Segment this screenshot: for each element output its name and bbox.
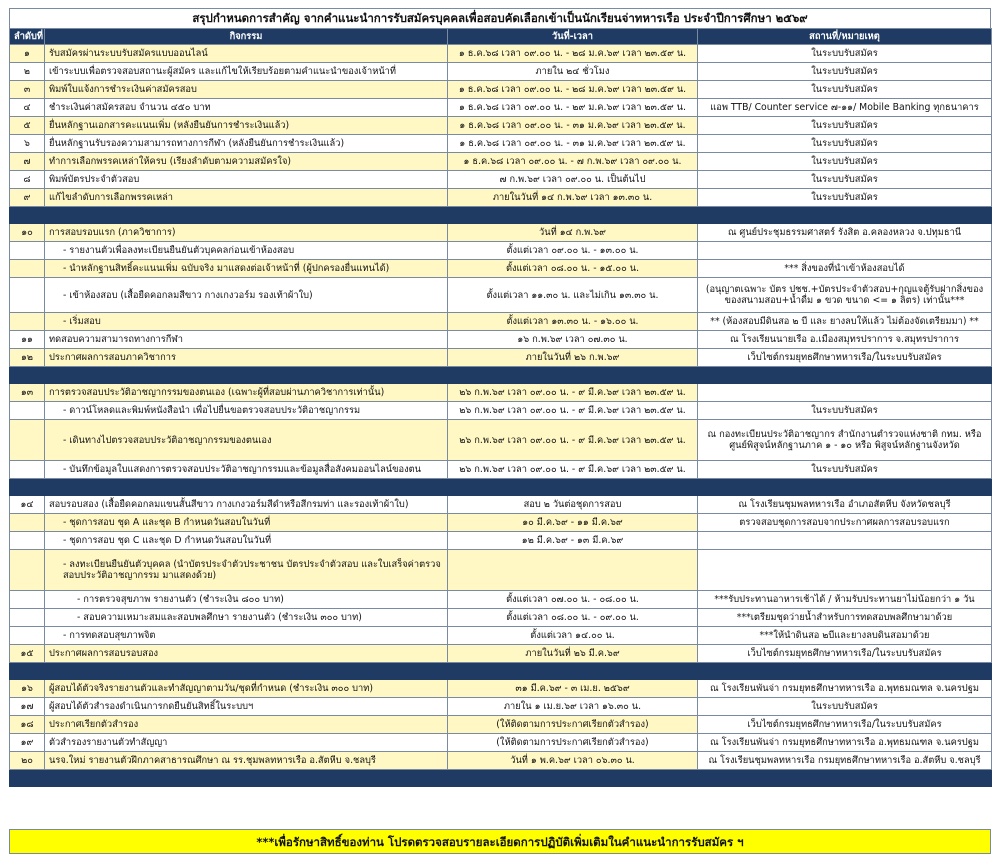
cell-place: ***เตรียมชุดว่ายน้ำสำหรับการทดสอบพลศึกษามาด้วย	[698, 609, 992, 627]
table-row	[10, 461, 992, 479]
table-row	[10, 680, 992, 698]
cell-activity: พิมพ์บัตรประจำตัวสอบ	[45, 171, 448, 189]
cell-activity: การตรวจสอบประวัติอาชญากรรมของตนเอง (เฉพาะผู้ที่สอบผ่านภาควิชาการเท่านั้น)	[45, 384, 448, 402]
cell-activity: ยื่นหลักฐานรับรองความสามารถทางการกีฬา (หลังยืนยันการชำระเงินแล้ว)	[45, 135, 448, 153]
cell-no: ๓	[10, 81, 45, 99]
cell-place: แอพ TTB/ Counter service ๗-๑๑/ Mobile Banking ทุกธนาคาร	[698, 99, 992, 117]
cell-date	[448, 550, 698, 591]
cell-activity: ผู้สอบได้ตัวสำรองดำเนินการกดยืนยันสิทธิ์ในระบบฯ	[45, 698, 448, 716]
cell-date: (ให้ติดตามการประกาศเรียกตัวสำรอง)	[448, 716, 698, 734]
cell-date: ๑๒ มี.ค.๖๙ - ๑๓ มี.ค.๖๙	[448, 532, 698, 550]
cell-activity: ทำการเลือกพรรคเหล่าให้ครบ (เรียงลำดับตามความสมัครใจ)	[45, 153, 448, 171]
cell-activity: - เดินทางไปตรวจสอบประวัติอาชญากรรมของตนเอง	[45, 420, 448, 461]
table-row	[10, 716, 992, 734]
table-row	[10, 496, 992, 514]
cell-no: ๑๔	[10, 496, 45, 514]
divider-cell	[698, 207, 992, 224]
table-row	[10, 331, 992, 349]
cell-date: ๑๐ มี.ค.๖๙ - ๑๑ มี.ค.๖๙	[448, 514, 698, 532]
divider-cell	[10, 770, 45, 787]
cell-place: ในระบบรับสมัคร	[698, 63, 992, 81]
cell-place: ในระบบรับสมัคร	[698, 117, 992, 135]
cell-activity: รับสมัครผ่านระบบรับสมัครแบบออนไลน์	[45, 45, 448, 63]
cell-date: ๑๖ ก.พ.๖๙ เวลา ๐๗.๓๐ น.	[448, 331, 698, 349]
cell-no: ๑	[10, 45, 45, 63]
cell-activity: - รายงานตัวเพื่อลงทะเบียนยืนยันตัวบุคคลก่อนเข้าห้องสอบ	[45, 242, 448, 260]
cell-date: ๒๖ ก.พ.๖๙ เวลา ๐๙.๐๐ น. - ๙ มี.ค.๖๙ เวลา ๒๓.๕๙ น.	[448, 420, 698, 461]
cell-no	[10, 313, 45, 331]
cell-activity: ประกาศเรียกตัวสำรอง	[45, 716, 448, 734]
cell-activity: - การตรวจสุขภาพ รายงานตัว (ชำระเงิน ๘๐๐ บาท)	[45, 591, 448, 609]
cell-date: วันที่ ๑๔ ก.พ.๖๙	[448, 224, 698, 242]
cell-activity: พิมพ์ใบแจ้งการชำระเงินค่าสมัครสอบ	[45, 81, 448, 99]
table-row	[10, 242, 992, 260]
table-row	[10, 63, 992, 81]
cell-activity: - ชุดการสอบ ชุด A และชุด B กำหนดวันสอบในวันที่	[45, 514, 448, 532]
table-row	[10, 550, 992, 591]
cell-place: ในระบบรับสมัคร	[698, 45, 992, 63]
cell-date: ๒๖ ก.พ.๖๙ เวลา ๐๙.๐๐ น. - ๙ มี.ค.๖๙ เวลา ๒๓.๕๙ น.	[448, 461, 698, 479]
schedule-table	[9, 28, 992, 787]
table-header-row	[10, 29, 992, 45]
table-row	[10, 278, 992, 313]
cell-activity: สอบรอบสอง (เสื้อยืดคอกลมแขนสั้นสีขาว กางเกงวอร์มสีดำหรือสีกรมท่า และรองเท้าผ้าใบ)	[45, 496, 448, 514]
cell-no: ๑๖	[10, 680, 45, 698]
table-row	[10, 81, 992, 99]
divider-cell	[698, 479, 992, 496]
cell-activity: ประกาศผลการสอบรอบสอง	[45, 645, 448, 663]
cell-no: ๑๓	[10, 384, 45, 402]
table-row	[10, 260, 992, 278]
cell-date: ๑ ธ.ค.๖๘ เวลา ๐๙.๐๐ น. - ๒๘ ม.ค.๖๙ เวลา ๒๓.๕๙ น.	[448, 45, 698, 63]
cell-date: ๒๖ ก.พ.๖๙ เวลา ๐๙.๐๐ น. - ๙ มี.ค.๖๙ เวลา ๒๓.๕๙ น.	[448, 402, 698, 420]
section-divider	[10, 663, 992, 680]
cell-date: ตั้งแต่เวลา ๑๓.๓๐ น. - ๑๖.๐๐ น.	[448, 313, 698, 331]
section-divider	[10, 479, 992, 496]
cell-date: วันที่ ๑ พ.ค.๖๙ เวลา ๐๖.๓๐ น.	[448, 752, 698, 770]
cell-no: ๗	[10, 153, 45, 171]
table-row	[10, 45, 992, 63]
schedule-sheet	[9, 8, 991, 787]
cell-place: ณ โรงเรียนพันจ่า กรมยุทธศึกษาทหารเรือ อ.พุทธมณฑล จ.นครปฐม	[698, 734, 992, 752]
cell-date: ภายในวันที่ ๒๖ ก.พ.๖๙	[448, 349, 698, 367]
cell-no: ๘	[10, 171, 45, 189]
cell-activity: ทดสอบความสามารถทางการกีฬา	[45, 331, 448, 349]
table-row	[10, 402, 992, 420]
cell-place: ในระบบรับสมัคร	[698, 153, 992, 171]
divider-cell	[45, 479, 448, 496]
cell-place: ***รับประทานอาหารเช้าได้ / ห้ามรับประทานยาไม่น้อยกว่า ๑ วัน	[698, 591, 992, 609]
cell-date: ภายในวันที่ ๒๖ มี.ค.๖๙	[448, 645, 698, 663]
cell-place: ในระบบรับสมัคร	[698, 698, 992, 716]
header-activity: กิจกรรม	[45, 29, 448, 45]
cell-date: สอบ ๒ วันต่อชุดการสอบ	[448, 496, 698, 514]
cell-no	[10, 532, 45, 550]
cell-place: ณ กองทะเบียนประวัติอาชญากร สำนักงานตำรวจแห่งชาติ กทม. หรือ ศูนย์พิสูจน์หลักฐานภาค ๑ - ๑๐ หรือ พิสูจน์หลักฐานจังหวัด	[698, 420, 992, 461]
table-row	[10, 645, 992, 663]
cell-activity: - เริ่มสอบ	[45, 313, 448, 331]
cell-date: ตั้งแต่เวลา ๑๔.๐๐ น.	[448, 627, 698, 645]
header-date: วันที่-เวลา	[448, 29, 698, 45]
divider-cell	[448, 207, 698, 224]
table-row	[10, 99, 992, 117]
cell-date: (ให้ติดตามการประกาศเรียกตัวสำรอง)	[448, 734, 698, 752]
cell-no	[10, 242, 45, 260]
cell-place: ในระบบรับสมัคร	[698, 171, 992, 189]
cell-no: ๒๐	[10, 752, 45, 770]
cell-no: ๑๘	[10, 716, 45, 734]
cell-no: ๑๗	[10, 698, 45, 716]
table-row	[10, 189, 992, 207]
cell-date: ๑ ธ.ค.๖๘ เวลา ๐๙.๐๐ น. - ๒๙ ม.ค.๖๙ เวลา ๒๓.๕๙ น.	[448, 99, 698, 117]
cell-date: ตั้งแต่เวลา ๐๘.๐๐ น. - ๐๙.๐๐ น.	[448, 609, 698, 627]
divider-cell	[10, 367, 45, 384]
cell-place	[698, 242, 992, 260]
table-row	[10, 117, 992, 135]
cell-place: ณ โรงเรียนชุมพลทหารเรือ อำเภอสัตหีบ จังหวัดชลบุรี	[698, 496, 992, 514]
cell-place: เว็บไซต์กรมยุทธศึกษาทหารเรือ/ในระบบรับสมัคร	[698, 349, 992, 367]
cell-no: ๑๑	[10, 331, 45, 349]
cell-no	[10, 550, 45, 591]
divider-cell	[698, 367, 992, 384]
table-row	[10, 734, 992, 752]
cell-place: ในระบบรับสมัคร	[698, 461, 992, 479]
cell-activity: ผู้สอบได้ตัวจริงรายงานตัวและทำสัญญาตามวัน/ชุดที่กำหนด (ชำระเงิน ๓๐๐ บาท)	[45, 680, 448, 698]
cell-activity: - ลงทะเบียนยืนยันตัวบุคคล (นำบัตรประจำตัวประชาชน บัตรประจำตัวสอบ และใบเสร็จค่าตรวจสอบประวัติอาชญากรรม มาแสดงด้วย)	[45, 550, 448, 591]
cell-activity: ยื่นหลักฐานเอกสารคะแนนเพิ่ม (หลังยืนยันการชำระเงินแล้ว)	[45, 117, 448, 135]
table-row	[10, 627, 992, 645]
cell-activity: - นำหลักฐานสิทธิ์คะแนนเพิ่ม ฉบับจริง มาแสดงต่อเจ้าหน้าที่ (ผู้ปกครองยื่นแทนได้)	[45, 260, 448, 278]
table-row	[10, 171, 992, 189]
cell-place: ณ ศูนย์ประชุมธรรมศาสตร์ รังสิต อ.คลองหลวง จ.ปทุมธานี	[698, 224, 992, 242]
cell-place	[698, 532, 992, 550]
cell-no	[10, 609, 45, 627]
header-no: ลำดับที่	[10, 29, 45, 45]
cell-no: ๙	[10, 189, 45, 207]
cell-no	[10, 461, 45, 479]
divider-cell	[10, 479, 45, 496]
cell-place: เว็บไซต์กรมยุทธศึกษาทหารเรือ/ในระบบรับสมัคร	[698, 645, 992, 663]
divider-cell	[448, 663, 698, 680]
cell-place: ณ โรงเรียนชุมพลทหารเรือ กรมยุทธศึกษาทหารเรือ อ.สัตหีบ จ.ชลบุรี	[698, 752, 992, 770]
divider-cell	[698, 663, 992, 680]
cell-place	[698, 550, 992, 591]
divider-cell	[45, 367, 448, 384]
divider-cell	[448, 367, 698, 384]
divider-cell	[45, 663, 448, 680]
cell-no: ๑๐	[10, 224, 45, 242]
cell-date: ตั้งแต่เวลา ๐๙.๐๐ น. - ๑๓.๐๐ น.	[448, 242, 698, 260]
cell-no: ๖	[10, 135, 45, 153]
cell-activity: - ชุดการสอบ ชุด C และชุด D กำหนดวันสอบในวันที่	[45, 532, 448, 550]
cell-date: ตั้งแต่เวลา ๐๗.๐๐ น. - ๐๘.๐๐ น.	[448, 591, 698, 609]
table-row	[10, 349, 992, 367]
table-row	[10, 420, 992, 461]
divider-cell	[45, 770, 448, 787]
divider-cell	[10, 663, 45, 680]
cell-date: ภายใน ๒๔ ชั่วโมง	[448, 63, 698, 81]
table-row	[10, 224, 992, 242]
cell-place: ในระบบรับสมัคร	[698, 135, 992, 153]
divider-cell	[448, 479, 698, 496]
cell-no	[10, 278, 45, 313]
table-row	[10, 313, 992, 331]
cell-date: ๑ ธ.ค.๖๘ เวลา ๐๙.๐๐ น. - ๓๑ ม.ค.๖๙ เวลา ๒๓.๕๙ น.	[448, 117, 698, 135]
cell-no: ๒	[10, 63, 45, 81]
cell-date: ภายในวันที่ ๑๔ ก.พ.๖๙ เวลา ๑๓.๓๐ น.	[448, 189, 698, 207]
table-row	[10, 384, 992, 402]
table-row	[10, 514, 992, 532]
cell-no: ๕	[10, 117, 45, 135]
cell-place: ในระบบรับสมัคร	[698, 81, 992, 99]
divider-cell	[45, 207, 448, 224]
cell-date: ๑ ธ.ค.๖๘ เวลา ๐๙.๐๐ น. - ๗ ก.พ.๖๙ เวลา ๐๙.๐๐ น.	[448, 153, 698, 171]
page-title: สรุปกำหนดการสำคัญ จากคำแนะนำการรับสมัครบุคคลเพื่อสอบคัดเลือกเข้าเป็นนักเรียนจ่าทหารเรือ ประจำปีการศึกษา ๒๕๖๙	[9, 8, 991, 28]
cell-no: ๔	[10, 99, 45, 117]
table-row	[10, 532, 992, 550]
cell-activity: นรจ.ใหม่ รายงานตัวฝึกภาคสาธารณศึกษา ณ รร.ชุมพลทหารเรือ อ.สัตหีบ จ.ชลบุรี	[45, 752, 448, 770]
cell-date: ๑ ธ.ค.๖๘ เวลา ๐๙.๐๐ น. - ๓๑ ม.ค.๖๙ เวลา ๒๓.๕๙ น.	[448, 135, 698, 153]
cell-activity: - บันทึกข้อมูลใบแสดงการตรวจสอบประวัติอาชญากรรมและข้อมูลสื่อสังคมออนไลน์ของตน	[45, 461, 448, 479]
divider-cell	[698, 770, 992, 787]
footer-notice: ***เพื่อรักษาสิทธิ์ของท่าน โปรดตรวจสอบรายละเอียดการปฏิบัติเพิ่มเติมในคำแนะนำการรับสมัคร ฯ	[9, 829, 991, 854]
cell-activity: ชำระเงินค่าสมัครสอบ จำนวน ๔๕๐ บาท	[45, 99, 448, 117]
cell-activity: การสอบรอบแรก (ภาควิชาการ)	[45, 224, 448, 242]
cell-no	[10, 402, 45, 420]
cell-place: ตรวจสอบชุดการสอบจากประกาศผลการสอบรอบแรก	[698, 514, 992, 532]
cell-place: (อนุญาตเฉพาะ บัตร ปชช.+บัตรประจำตัวสอบ+กุญแจตู้รับฝากสิ่งของของสนามสอบ+น้ำดื่ม ๑ ขวด ขนาด <= ๑ ลิตร) เท่านั้น***	[698, 278, 992, 313]
cell-activity: เข้าระบบเพื่อตรวจสอบสถานะผู้สมัคร และแก้ไขให้เรียบร้อยตามคำแนะนำของเจ้าหน้าที่	[45, 63, 448, 81]
cell-date: ภายใน ๑ เม.ย.๖๙ เวลา ๑๖.๓๐ น.	[448, 698, 698, 716]
cell-no: ๑๕	[10, 645, 45, 663]
cell-date: ๑ ธ.ค.๖๘ เวลา ๐๙.๐๐ น. - ๒๘ ม.ค.๖๙ เวลา ๒๓.๕๙ น.	[448, 81, 698, 99]
schedule-body	[10, 29, 992, 787]
cell-activity: แก้ไขลำดับการเลือกพรรคเหล่า	[45, 189, 448, 207]
section-divider	[10, 367, 992, 384]
cell-place: ในระบบรับสมัคร	[698, 402, 992, 420]
cell-date: ตั้งแต่เวลา ๐๘.๐๐ น. - ๑๕.๐๐ น.	[448, 260, 698, 278]
cell-activity: ตัวสำรองรายงานตัวทำสัญญา	[45, 734, 448, 752]
divider-cell	[448, 770, 698, 787]
cell-date: ๓๑ มี.ค.๖๙ - ๓ เม.ย. ๒๕๖๙	[448, 680, 698, 698]
cell-place: ณ โรงเรียนนายเรือ อ.เมืองสมุทรปราการ จ.สมุทรปราการ	[698, 331, 992, 349]
cell-place: ** (ห้องสอบมีดินสอ ๒ บี และ ยางลบให้แล้ว ไม่ต้องจัดเตรียมมา) **	[698, 313, 992, 331]
cell-date: ๗ ก.พ.๖๙ เวลา ๐๙.๐๐ น. เป็นต้นไป	[448, 171, 698, 189]
cell-no: ๑๙	[10, 734, 45, 752]
section-divider	[10, 207, 992, 224]
cell-no	[10, 514, 45, 532]
cell-place: เว็บไซต์กรมยุทธศึกษาทหารเรือ/ในระบบรับสมัคร	[698, 716, 992, 734]
cell-place: *** สิ่งของที่นำเข้าห้องสอบได้	[698, 260, 992, 278]
table-row	[10, 153, 992, 171]
cell-activity: ประกาศผลการสอบภาควิชาการ	[45, 349, 448, 367]
cell-place: ณ โรงเรียนพันจ่า กรมยุทธศึกษาทหารเรือ อ.พุทธมณฑล จ.นครปฐม	[698, 680, 992, 698]
table-row	[10, 698, 992, 716]
divider-cell	[10, 207, 45, 224]
cell-no: ๑๒	[10, 349, 45, 367]
cell-place	[698, 384, 992, 402]
table-row	[10, 609, 992, 627]
section-divider	[10, 770, 992, 787]
table-row	[10, 752, 992, 770]
header-place: สถานที่/หมายเหตุ	[698, 29, 992, 45]
cell-no	[10, 627, 45, 645]
cell-activity: - เข้าห้องสอบ (เสื้อยืดคอกลมสีขาว กางเกงวอร์ม รองเท้าผ้าใบ)	[45, 278, 448, 313]
table-row	[10, 591, 992, 609]
cell-no	[10, 420, 45, 461]
table-row	[10, 135, 992, 153]
cell-activity: - สอบความเหมาะสมและสอบพลศึกษา รายงานตัว (ชำระเงิน ๓๐๐ บาท)	[45, 609, 448, 627]
cell-activity: - ดาวน์โหลดและพิมพ์หนังสือนำ เพื่อไปยื่นขอตรวจสอบประวัติอาชญากรรม	[45, 402, 448, 420]
cell-no	[10, 591, 45, 609]
cell-place: ในระบบรับสมัคร	[698, 189, 992, 207]
cell-activity: - การทดสอบสุขภาพจิต	[45, 627, 448, 645]
cell-no	[10, 260, 45, 278]
cell-place: ***ให้นำดินสอ ๒บีและยางลบดินสอมาด้วย	[698, 627, 992, 645]
cell-date: ตั้งแต่เวลา ๑๑.๓๐ น. และไม่เกิน ๑๓.๓๐ น.	[448, 278, 698, 313]
cell-date: ๒๖ ก.พ.๖๙ เวลา ๐๙.๐๐ น. - ๙ มี.ค.๖๙ เวลา ๒๓.๕๙ น.	[448, 384, 698, 402]
